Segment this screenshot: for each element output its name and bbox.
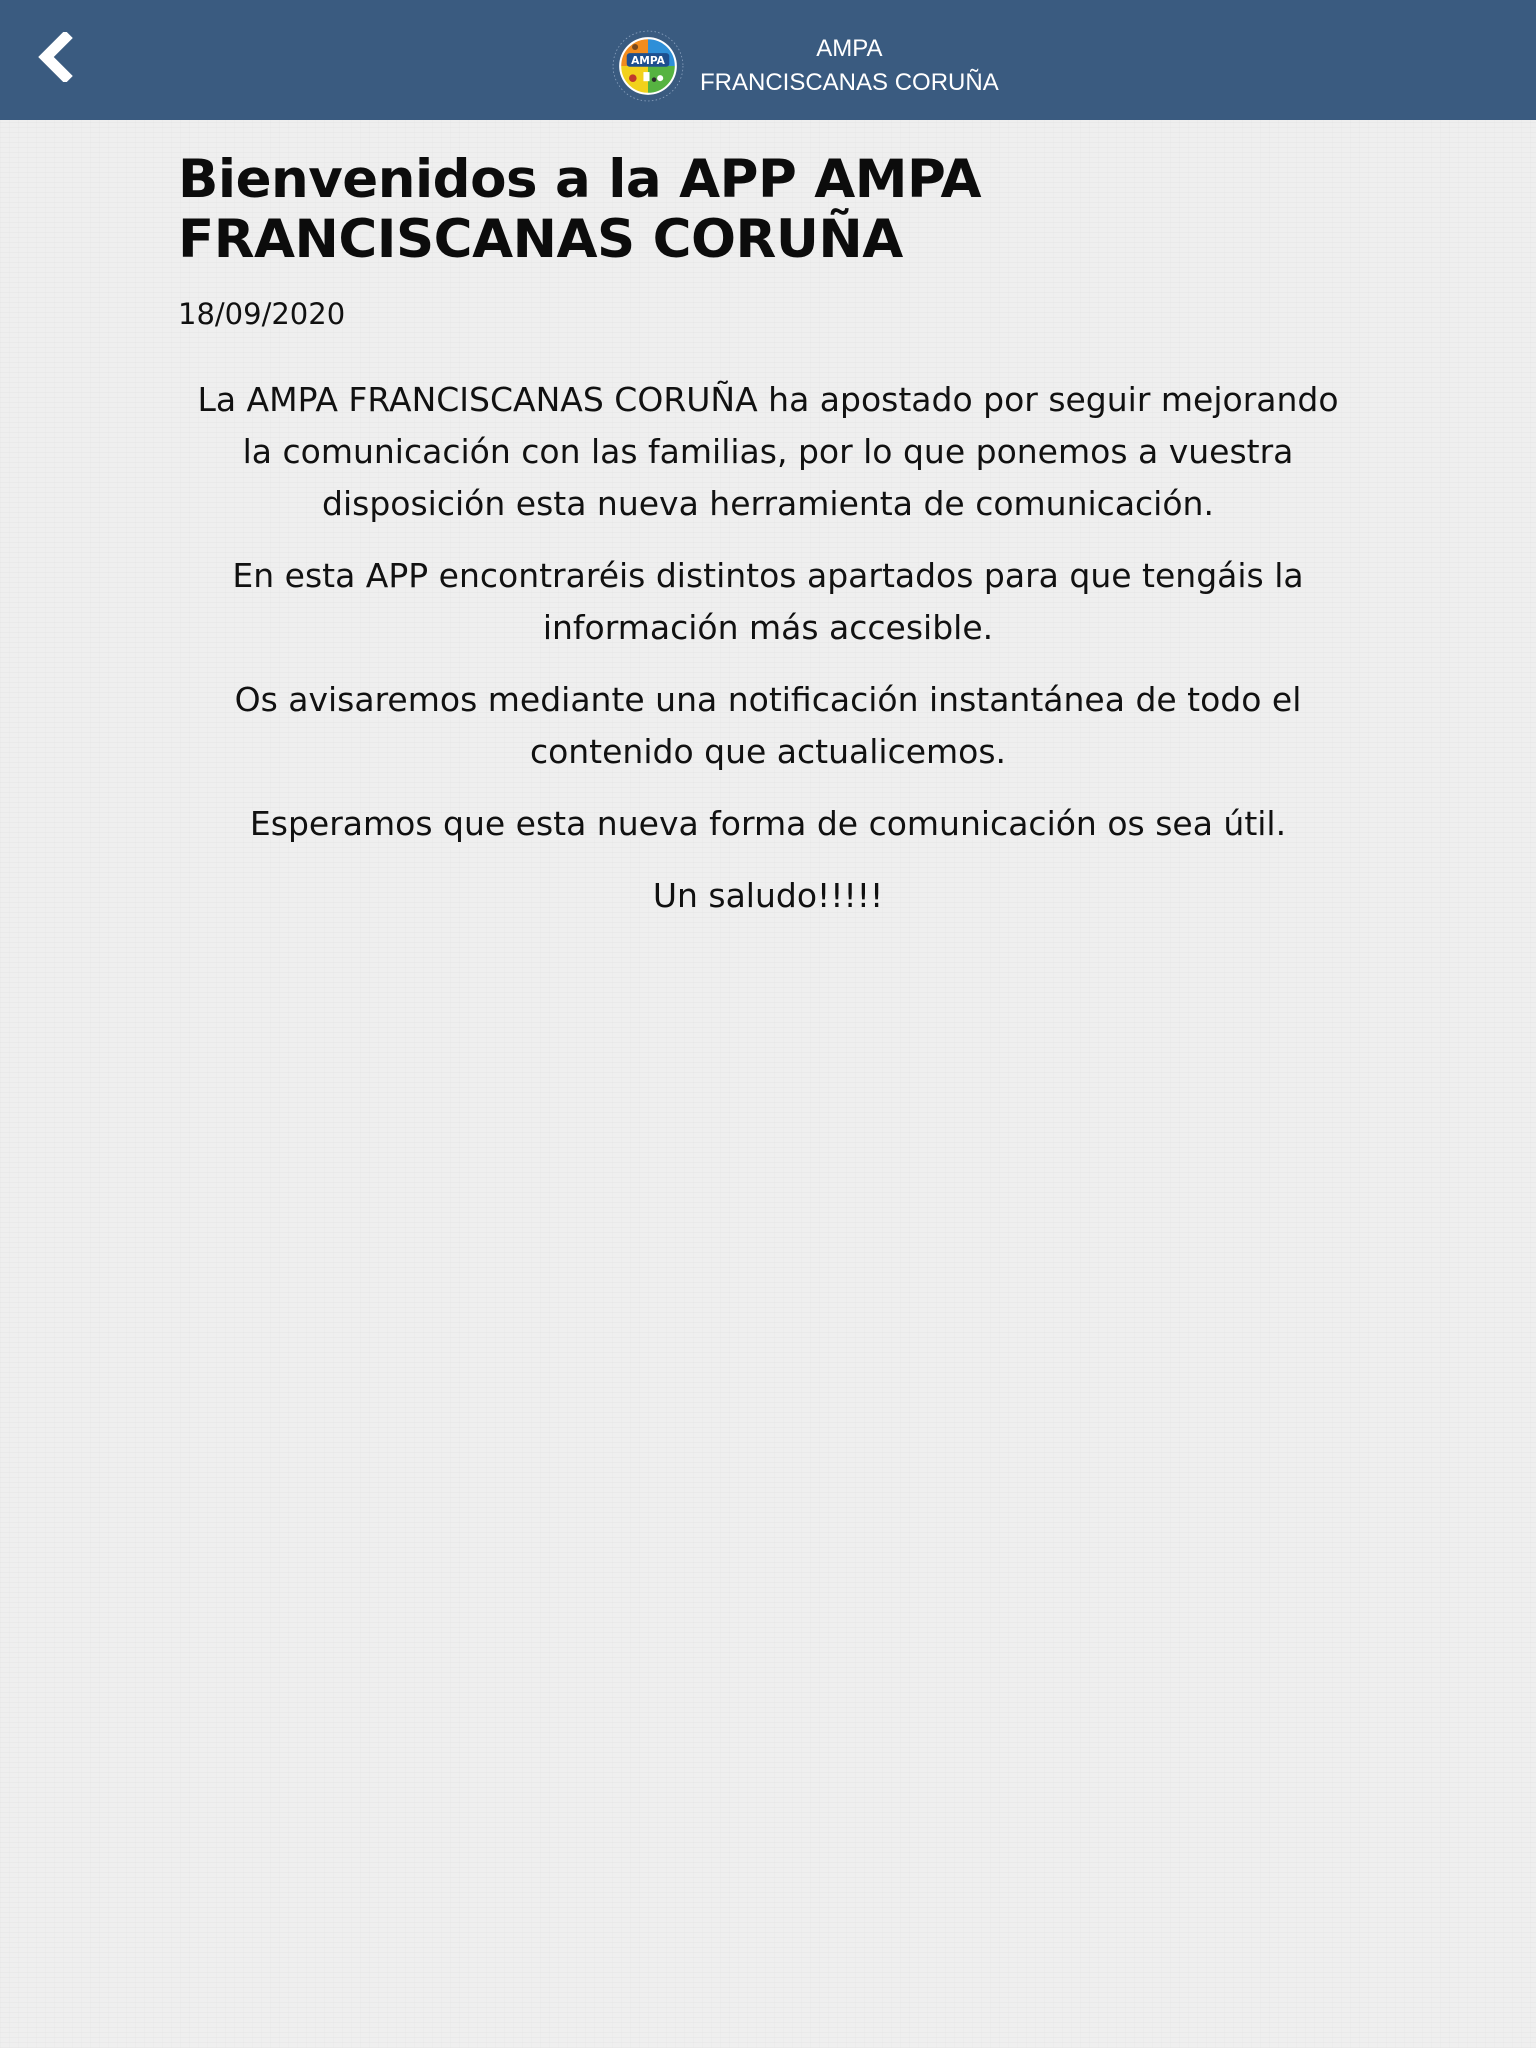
article-paragraph: Un saludo!!!!!: [652, 876, 884, 915]
chevron-left-icon: [35, 32, 75, 82]
ampa-logo: [610, 28, 686, 104]
article: [178, 150, 1358, 942]
brand-title-line1: AMPA: [816, 35, 883, 62]
article-paragraph: Esperamos que esta nueva forma de comunicación os sea útil.: [249, 804, 1287, 843]
back-button[interactable]: [22, 24, 88, 90]
brand-title-line2: FRANCISCANAS CORUÑA: [700, 69, 999, 96]
logo-text: AMPA: [631, 54, 665, 68]
article-paragraph: La AMPA FRANCISCANAS CORUÑA ha apostado por seguir mejorando la comunicación con las familias, por lo que ponemos a vuestra disposición esta nueva herramienta de comunicación.: [197, 380, 1339, 523]
article-title: Bienvenidos a la APP AMPA FRANCISCANAS CORUÑA: [178, 149, 981, 270]
article-paragraph: En esta APP encontraréis distintos apartados para que tengáis la información más accesible.: [232, 556, 1304, 647]
brand[interactable]: [610, 26, 999, 106]
brand-title: [700, 32, 999, 100]
app-header: [0, 0, 1536, 120]
article-paragraph: Os avisaremos mediante una notificación instantánea de todo el contenido que actualicemos.: [234, 680, 1302, 771]
article-body: [178, 374, 1358, 922]
article-date: 18/09/2020: [178, 297, 346, 331]
